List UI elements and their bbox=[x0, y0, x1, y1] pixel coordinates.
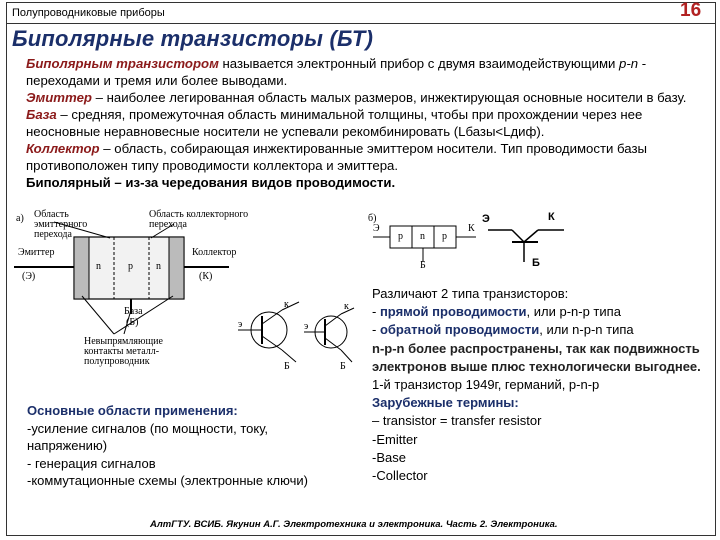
applications-title: Основные области применения: bbox=[27, 403, 238, 418]
definition-bt bbox=[26, 55, 706, 89]
foreign-term: -Collector bbox=[372, 468, 428, 484]
type-reverse-suffix: , или n-p-n типа bbox=[539, 322, 634, 338]
npn-note: n-p-n более распространены, так как подвижность электронов выше плюс технологически выгоднее. bbox=[372, 340, 701, 374]
definition-base bbox=[26, 106, 706, 140]
definitions bbox=[26, 55, 706, 191]
applications-block bbox=[27, 402, 327, 490]
pn-label: p-n bbox=[619, 56, 639, 71]
bipolar-line: Биполярный – из-за чередования видов проводимости. bbox=[26, 175, 396, 190]
foreign-term: -Emitter bbox=[372, 431, 418, 447]
definition-emitter bbox=[26, 89, 706, 106]
pnp-region-2: n bbox=[420, 231, 425, 242]
application-line: - генерация сигналов bbox=[27, 455, 156, 471]
diagram-a-label: а) bbox=[16, 213, 24, 224]
term-bt: Биполярным транзистором bbox=[26, 56, 219, 71]
slide-number: 16 bbox=[680, 0, 702, 21]
term-base: База bbox=[26, 107, 57, 122]
type-reverse-term: обратной проводимости bbox=[379, 322, 540, 338]
emitter-junction-label: Область эмиттерного перехода bbox=[34, 209, 88, 240]
pnp-region-1: p bbox=[398, 231, 403, 242]
term-emitter: Эмиттер bbox=[26, 90, 92, 105]
foreign-term: -Base bbox=[372, 449, 406, 465]
transistor-symbol-right bbox=[478, 208, 568, 274]
pnp-diagram-e: Э bbox=[373, 223, 380, 234]
definition-bt-text2: - переходами и тремя или более выводами. bbox=[26, 56, 647, 88]
contacts-label: Невыпрямляющие контакты металл-полупроводник bbox=[84, 336, 163, 367]
section-title: Полупроводниковые приборы bbox=[12, 7, 165, 19]
emitter-label: Эмиттер bbox=[18, 247, 55, 258]
pnp-structure-diagram bbox=[368, 212, 488, 272]
definition-bt-text: называется электронный прибор с двумя взаимодействующими bbox=[218, 56, 620, 71]
pnp-drawing bbox=[368, 212, 488, 272]
definition-collector bbox=[26, 140, 706, 174]
transistor-structure-diagram bbox=[14, 209, 364, 382]
pnp-diagram-k: К bbox=[468, 223, 475, 234]
application-line: -усиление сигналов (по мощности, току, напряжению) bbox=[27, 420, 269, 453]
foreign-term: – transistor = transfer resistor bbox=[372, 413, 542, 429]
region-n1: n bbox=[96, 261, 101, 272]
collector-junction-label: Область коллекторного перехода bbox=[149, 209, 249, 230]
definition-collector-text: – область, собирающая инжектированные эмиттером носители. Тип проводимости базы противоположен типу проводимости коллектора и эмиттера. bbox=[26, 141, 647, 173]
region-n2: n bbox=[156, 261, 161, 272]
collector-label: Коллектор bbox=[192, 247, 237, 258]
footer: АлтГТУ. ВСИБ. Якунин А.Г. Электротехника и электроника. Часть 2. Электроника. bbox=[150, 519, 558, 530]
emitter-symbol: (Э) bbox=[22, 271, 36, 282]
npn-k: к bbox=[344, 301, 349, 312]
type-reverse bbox=[372, 321, 712, 339]
application-line: -коммутационные схемы (электронные ключи) bbox=[27, 473, 308, 488]
definition-base-text: – средняя, промежуточная область минимальной толщины, чтобы при прохождении через нее неосновные неравновесные носители не успевали рекомбинировать (Lбазы<Lдиф). bbox=[26, 107, 643, 139]
type-reverse-prefix: - bbox=[372, 322, 380, 338]
npn-e: э bbox=[304, 321, 309, 332]
pnp-diagram-b: Б bbox=[420, 260, 426, 271]
right-symbol-k: К bbox=[548, 211, 555, 223]
npn-b: Б bbox=[340, 361, 346, 372]
term-collector: Коллектор bbox=[26, 141, 100, 156]
pnp-b: Б bbox=[284, 361, 290, 372]
base-label: База bbox=[124, 306, 143, 317]
page-title: Биполярные транзисторы (БТ) bbox=[12, 26, 374, 51]
base-symbol: (Б) bbox=[126, 317, 139, 328]
diagram-b-label: б) bbox=[368, 213, 377, 224]
types-block bbox=[372, 285, 712, 485]
region-p: p bbox=[128, 261, 133, 272]
right-symbol-b: Б bbox=[532, 257, 540, 269]
type-direct-term: прямой проводимости bbox=[379, 304, 527, 320]
right-symbol-e: Э bbox=[482, 213, 490, 225]
type-direct-prefix: - bbox=[372, 304, 380, 320]
type-direct-suffix: , или p-n-p типа bbox=[526, 304, 621, 320]
types-intro: Различают 2 типа транзисторов: bbox=[372, 286, 569, 301]
pnp-region-3: p bbox=[442, 231, 447, 242]
collector-symbol: (К) bbox=[199, 271, 213, 282]
pnp-e: э bbox=[238, 319, 243, 330]
foreign-terms-title: Зарубежные термины: bbox=[372, 395, 519, 411]
first-transistor: 1-й транзистор 1949г, германий, p-n-p bbox=[372, 377, 600, 393]
definition-emitter-text: – наиболее легированная область малых размеров, инжектирующая основные носители в базу. bbox=[91, 90, 687, 105]
pnp-k: к bbox=[284, 299, 289, 310]
type-direct bbox=[372, 303, 712, 321]
